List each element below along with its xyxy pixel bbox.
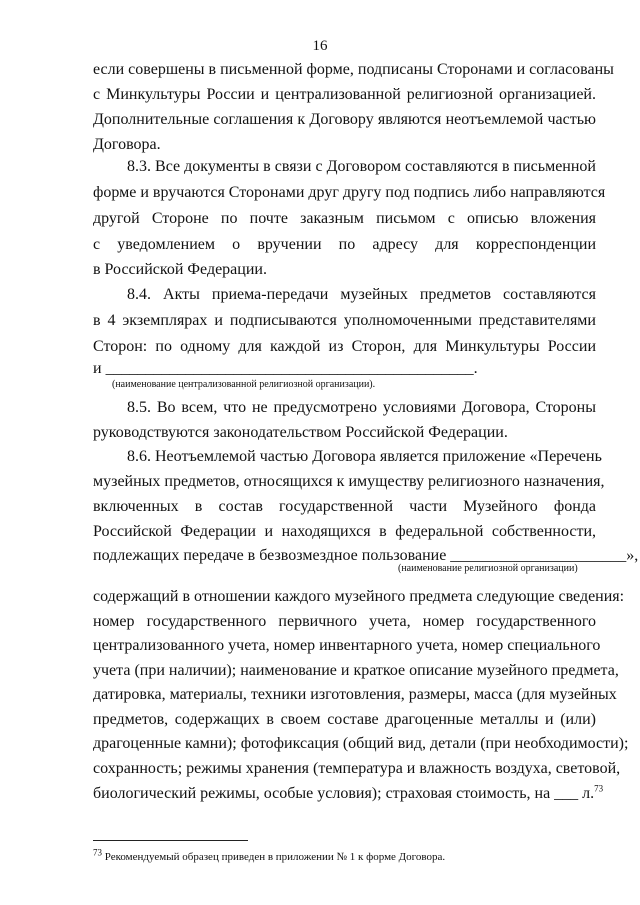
caption-central-org: (наименование централизованной религиозной организации).: [112, 379, 376, 390]
page-number: 16: [312, 38, 328, 54]
footnote-reference: 73: [594, 783, 604, 794]
text-line: руководствуются законодательством Российской Федерации.: [93, 424, 508, 441]
text-line: форме и вручаются Сторонами друг другу под подпись либо направляются: [93, 184, 606, 201]
text-line: датировка, материалы, техники изготовления, размеры, масса (для музейных: [93, 686, 617, 703]
footnote-text: Рекомендуемый образец приведен в приложении № 1 к форме Договора.: [102, 851, 446, 863]
text-line: номер государственного первичного учета, номер государственного: [93, 613, 596, 630]
text-line: другой Стороне по почте заказным письмом с описью вложения: [93, 210, 596, 227]
text-line: в 4 экземплярах и подписываются уполномоченными представителями: [93, 312, 596, 329]
clause-8-6-line: 8.6. Неотъемлемой частью Договора является приложение «Перечень: [127, 448, 602, 465]
clause-8-3-line: 8.3. Все документы в связи с Договором составляются в письменной: [127, 158, 596, 175]
text-line: музейных предметов, относящихся к имуществу религиозного назначения,: [93, 473, 605, 490]
text-line: включенных в состав государственной части Музейного фонда: [93, 498, 596, 515]
text-line: драгоценные камни); фотофиксация (общий вид, детали (при необходимости);: [93, 735, 629, 752]
text-line: централизованного учета, номер инвентарного учета, номер специального: [93, 637, 601, 654]
text-line: Договора.: [93, 136, 161, 153]
text-line: сохранность; режимы хранения (температура и влажность воздуха, световой,: [93, 760, 621, 777]
caption-religious-org: (наименование религиозной организации): [398, 563, 578, 574]
footnote-marker: 73: [93, 847, 102, 858]
footnote: [93, 847, 446, 863]
text-line: если совершены в письменной форме, подписаны Сторонами и согласованы: [93, 61, 614, 78]
text-line: учета (при наличии); наименование и краткое описание музейного предмета,: [93, 662, 619, 679]
text-line: содержащий в отношении каждого музейного предмета следующие сведения:: [93, 588, 625, 605]
text-line-blank: и ______________________________________________.: [93, 360, 478, 377]
text-line: Сторон: по одному для каждой из Сторон, для Минкультуры России: [93, 338, 596, 355]
text-line-content: биологический режимы, особые условия); страховая стоимость, на ___ л.: [93, 785, 595, 802]
text-line: предметов, содержащих в своем составе драгоценные металлы и (или): [93, 711, 596, 728]
footnote-rule: [93, 840, 248, 841]
text-line: с Минкультуры России и централизованной религиозной организацией.: [93, 86, 596, 103]
text-line-blank: подлежащих передаче в безвозмездное пользование ______________________»,: [93, 547, 639, 564]
text-line: Российской Федерации и находящихся в федеральной собственности,: [93, 523, 596, 540]
clause-8-4-line: 8.4. Акты приема-передачи музейных предметов составляются: [127, 286, 596, 303]
text-line-last: [93, 783, 604, 804]
clause-8-5-line: 8.5. Во всем, что не предусмотрено условиями Договора, Стороны: [127, 399, 596, 416]
text-line: Дополнительные соглашения к Договору являются неотъемлемой частью: [93, 111, 596, 128]
text-line: с уведомлением о вручении по адресу для корреспонденции: [93, 236, 596, 253]
text-line: в Российской Федерации.: [93, 261, 267, 278]
